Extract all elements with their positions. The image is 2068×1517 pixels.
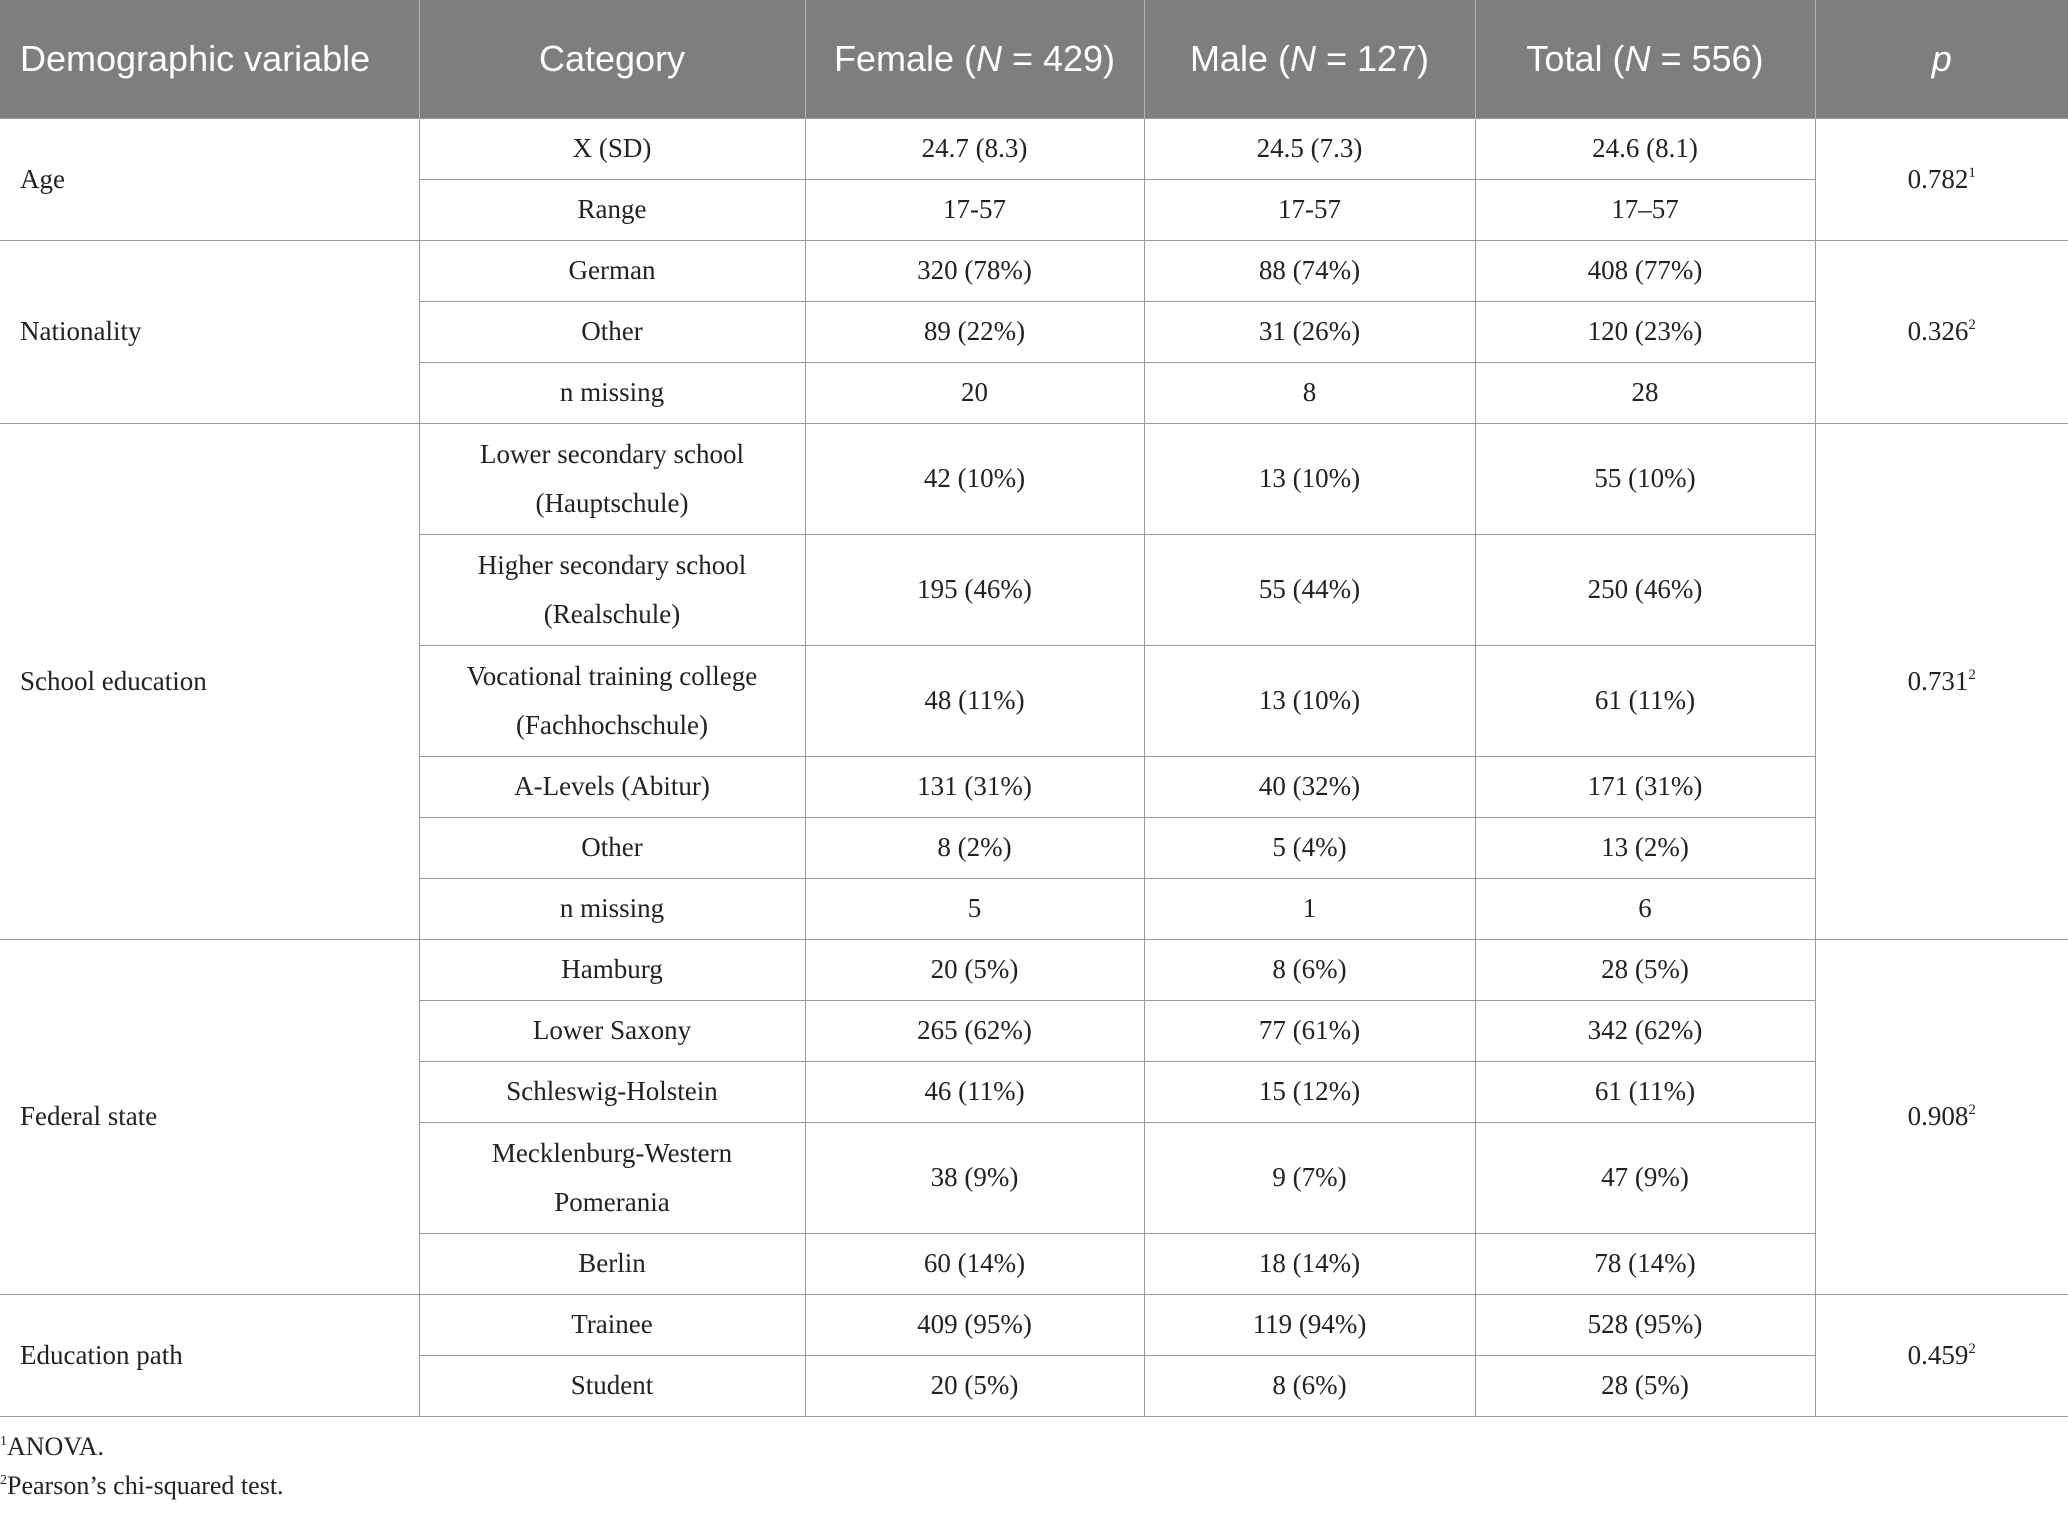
variable-cell: Federal state	[0, 939, 419, 1294]
p-value: 0.782	[1907, 163, 1969, 194]
header-p-value	[1815, 0, 2068, 118]
category-cell: n missing	[419, 362, 805, 423]
p-value-footnote-mark: 2	[1968, 1340, 1976, 1357]
total-cell: 28	[1475, 362, 1815, 423]
female-cell: 265 (62%)	[805, 1000, 1144, 1061]
category-cell: Vocational training college (Fachhochschule)	[419, 645, 805, 756]
category-cell: n missing	[419, 878, 805, 939]
header-female	[805, 0, 1144, 118]
footnote-chi-squared	[0, 1466, 2068, 1505]
female-cell: 20 (5%)	[805, 939, 1144, 1000]
female-cell: 48 (11%)	[805, 645, 1144, 756]
female-cell: 17-57	[805, 179, 1144, 240]
header-female-count: = 429)	[1001, 38, 1116, 80]
male-cell: 17-57	[1144, 179, 1475, 240]
male-cell: 9 (7%)	[1144, 1122, 1475, 1233]
male-cell: 13 (10%)	[1144, 423, 1475, 534]
female-cell: 89 (22%)	[805, 301, 1144, 362]
header-total	[1475, 0, 1815, 118]
header-total-n: N	[1624, 38, 1651, 80]
variable-cell: Nationality	[0, 240, 419, 423]
table-row	[0, 423, 2068, 534]
p-value-cell	[1815, 939, 2068, 1294]
male-cell: 40 (32%)	[1144, 756, 1475, 817]
p-value-footnote-mark: 1	[1968, 164, 1976, 181]
table-header-row	[0, 0, 2068, 118]
footnote-text: ANOVA.	[7, 1431, 105, 1461]
variable-cell: Age	[0, 118, 419, 240]
male-cell: 8 (6%)	[1144, 939, 1475, 1000]
header-category: Category	[419, 0, 805, 118]
p-value-footnote-mark: 2	[1968, 1102, 1976, 1118]
category-cell: Other	[419, 301, 805, 362]
total-cell: 55 (10%)	[1475, 423, 1815, 534]
total-cell: 78 (14%)	[1475, 1233, 1815, 1294]
total-cell: 28 (5%)	[1475, 1355, 1815, 1416]
male-cell: 77 (61%)	[1144, 1000, 1475, 1061]
p-value-cell	[1815, 1294, 2068, 1416]
header-male	[1144, 0, 1475, 118]
male-cell: 55 (44%)	[1144, 534, 1475, 645]
female-cell: 195 (46%)	[805, 534, 1144, 645]
variable-cell: Education path	[0, 1294, 419, 1416]
header-female-n: N	[975, 38, 1002, 80]
p-value: 0.459	[1907, 1339, 1969, 1370]
header-male-count: = 127)	[1315, 38, 1430, 80]
female-cell: 60 (14%)	[805, 1233, 1144, 1294]
footnote-mark: 2	[0, 1472, 7, 1488]
header-p-label: p	[1931, 38, 1952, 80]
male-cell: 24.5 (7.3)	[1144, 118, 1475, 179]
female-cell: 5	[805, 878, 1144, 939]
category-cell: Student	[419, 1355, 805, 1416]
header-female-label: Female (	[833, 38, 976, 80]
total-cell: 17–57	[1475, 179, 1815, 240]
male-cell: 8	[1144, 362, 1475, 423]
total-cell: 47 (9%)	[1475, 1122, 1815, 1233]
p-value-footnote-mark: 2	[1968, 666, 1976, 683]
male-cell: 18 (14%)	[1144, 1233, 1475, 1294]
female-cell: 24.7 (8.3)	[805, 118, 1144, 179]
table-row	[0, 118, 2068, 179]
male-cell: 13 (10%)	[1144, 645, 1475, 756]
table-footnotes	[0, 1417, 2068, 1505]
table-row	[0, 939, 2068, 1000]
category-cell: Schleswig-Holstein	[419, 1061, 805, 1122]
total-cell: 61 (11%)	[1475, 1061, 1815, 1122]
total-cell: 171 (31%)	[1475, 756, 1815, 817]
header-total-label: Total (	[1526, 38, 1625, 80]
total-cell: 120 (23%)	[1475, 301, 1815, 362]
category-cell: X (SD)	[419, 118, 805, 179]
female-cell: 320 (78%)	[805, 240, 1144, 301]
p-value-cell	[1815, 240, 2068, 423]
category-cell: Hamburg	[419, 939, 805, 1000]
category-cell: A-Levels (Abitur)	[419, 756, 805, 817]
footnote-mark: 1	[0, 1433, 7, 1449]
header-demographic-variable: Demographic variable	[0, 0, 419, 118]
male-cell: 15 (12%)	[1144, 1061, 1475, 1122]
p-value: 0.908	[1907, 1101, 1969, 1131]
male-cell: 1	[1144, 878, 1475, 939]
male-cell: 31 (26%)	[1144, 301, 1475, 362]
female-cell: 20	[805, 362, 1144, 423]
female-cell: 42 (10%)	[805, 423, 1144, 534]
category-cell: Higher secondary school (Realschule)	[419, 534, 805, 645]
category-cell: Lower Saxony	[419, 1000, 805, 1061]
total-cell: 342 (62%)	[1475, 1000, 1815, 1061]
table-row	[0, 240, 2068, 301]
p-value-cell	[1815, 423, 2068, 939]
female-cell: 20 (5%)	[805, 1355, 1144, 1416]
female-cell: 46 (11%)	[805, 1061, 1144, 1122]
category-cell: Lower secondary school (Hauptschule)	[419, 423, 805, 534]
male-cell: 5 (4%)	[1144, 817, 1475, 878]
footnote-text: Pearson’s chi-squared test.	[7, 1470, 284, 1500]
total-cell: 6	[1475, 878, 1815, 939]
p-value: 0.731	[1907, 665, 1969, 696]
male-cell: 88 (74%)	[1144, 240, 1475, 301]
male-cell: 8 (6%)	[1144, 1355, 1475, 1416]
category-cell: Range	[419, 179, 805, 240]
total-cell: 13 (2%)	[1475, 817, 1815, 878]
p-value-cell	[1815, 118, 2068, 240]
category-cell: Trainee	[419, 1294, 805, 1355]
female-cell: 131 (31%)	[805, 756, 1144, 817]
total-cell: 528 (95%)	[1475, 1294, 1815, 1355]
male-cell: 119 (94%)	[1144, 1294, 1475, 1355]
total-cell: 28 (5%)	[1475, 939, 1815, 1000]
total-cell: 61 (11%)	[1475, 645, 1815, 756]
female-cell: 409 (95%)	[805, 1294, 1144, 1355]
p-value-footnote-mark: 2	[1968, 317, 1976, 333]
female-cell: 8 (2%)	[805, 817, 1144, 878]
category-cell: German	[419, 240, 805, 301]
table-row	[0, 1294, 2068, 1355]
total-cell: 24.6 (8.1)	[1475, 118, 1815, 179]
header-male-n: N	[1289, 38, 1316, 80]
total-cell: 408 (77%)	[1475, 240, 1815, 301]
total-cell: 250 (46%)	[1475, 534, 1815, 645]
variable-cell: School education	[0, 423, 419, 939]
category-cell: Mecklenburg-Western Pomerania	[419, 1122, 805, 1233]
header-male-label: Male (	[1189, 38, 1290, 80]
footnote-anova	[0, 1427, 2068, 1466]
category-cell: Berlin	[419, 1233, 805, 1294]
category-cell: Other	[419, 817, 805, 878]
p-value: 0.326	[1907, 316, 1969, 346]
female-cell: 38 (9%)	[805, 1122, 1144, 1233]
header-total-count: = 556)	[1650, 38, 1764, 80]
